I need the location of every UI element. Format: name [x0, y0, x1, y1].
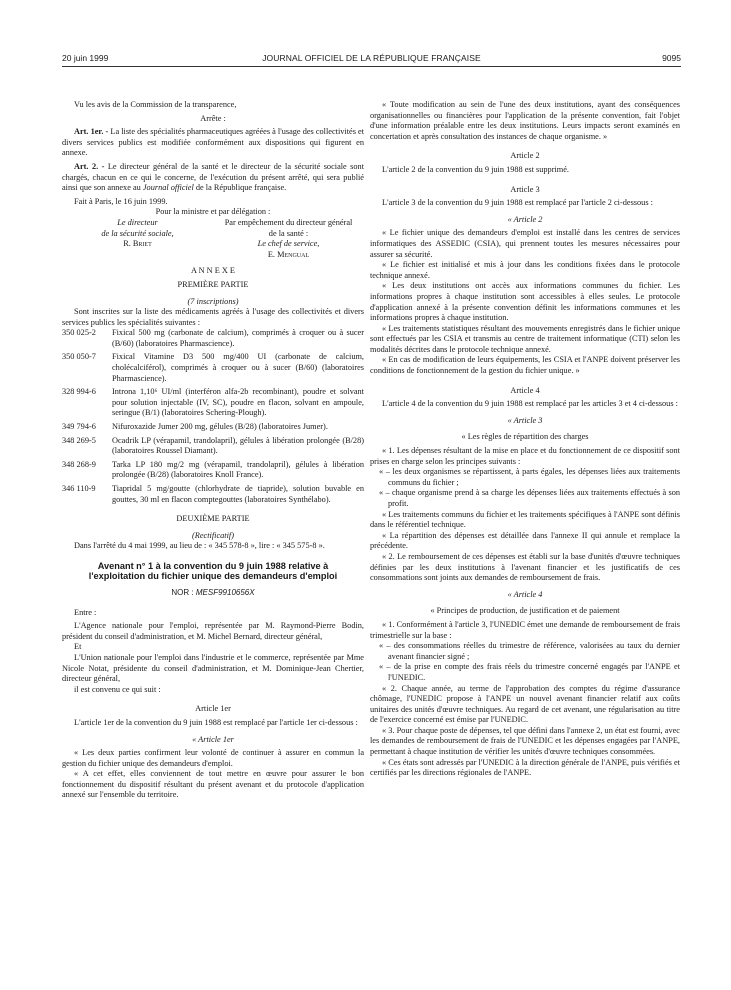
- page-header: [62, 53, 681, 65]
- journal-title: JOURNAL OFFICIEL DE LA RÉPUBLIQUE FRANÇAISE: [262, 53, 481, 63]
- nor-value: MESF9910656X: [195, 587, 255, 597]
- med-code: 348 269-5: [62, 435, 96, 445]
- sig-right-line-3: Le chef de service,: [257, 239, 320, 249]
- article-4-quote-3-heading: « Article 3: [507, 415, 543, 425]
- entre-line: Entre :: [74, 607, 97, 617]
- article-1er-para-2: « A cet effet, elles conviennent de tout mettre en œuvre pour assurer le bon fonctionnement du dispositif résultant du présent avenant et du protocole d'application annexé sur l'ensemble du territoire.: [62, 769, 364, 800]
- article-1er-quote-heading: « Article 1er: [192, 734, 234, 744]
- med-text: Ocadrik LP (vérapamil, trandolapril), gélules à libération prolongée (B/28) (laboratoires Roussel Diamant).: [112, 435, 364, 456]
- list-item: [62, 436, 364, 457]
- article-1-text: La liste des spécialités pharmaceutiques agréées à l'usage des collectivités et divers services publics est modifiée conformément aux dispositions qui figurent en annexe.: [62, 127, 365, 158]
- med-code: 346 110-9: [62, 484, 96, 493]
- convenu-line: il est convenu ce qui suit :: [74, 684, 161, 694]
- article-4-para-4: « 2. Le remboursement de ces dépenses est établi sur la base d'unités d'œuvre techniques définies par les deux institutions à l'avenant financier et les justificatifs de ces consommations sont joints aux demandes de remboursement de frais.: [370, 551, 680, 583]
- nor-label: NOR :: [171, 587, 194, 597]
- med-code: 328 994-6: [62, 387, 96, 397]
- article-3-body: L'article 3 de la convention du 9 juin 1988 est remplacé par l'article 2 ci-dessous :: [382, 198, 653, 208]
- page-number: 9095: [662, 53, 681, 63]
- article-1er-text: L'article 1er de la convention du 9 juin 1988 est remplacé par l'article 1er ci-dessous :: [74, 717, 358, 727]
- journal-officiel-ref: Journal officiel: [142, 183, 194, 193]
- med-text: Tiapridal 5 mg/goutte (chlorhydrate de tiapride), solution buvable en gouttes, 30 ml en flacon comptegouttes (laboratoires Synthélabo).: [112, 484, 364, 504]
- vu-paragraph: Vu les avis de la Commission de la transparence,: [74, 100, 237, 109]
- arrete-heading: Arrête :: [200, 113, 226, 123]
- left-column: [62, 100, 364, 801]
- article-1-paragraph: [62, 127, 364, 159]
- et-line: Et: [74, 642, 82, 652]
- header-rule: [62, 66, 681, 67]
- rectificatif-text: Dans l'arrêté du 4 mai 1999, au lieu de : « 345 578-8 », lire : « 345 575-8 ».: [74, 541, 325, 551]
- regles-heading: « Les règles de répartition des charges: [461, 432, 589, 442]
- article-3-para-3: « Les deux institutions ont accès aux informations communes du fichier. Les informations propres à chaque institution sont accessibles à elles seules. Le protocole d'application annexé à la présente convention définit les informations communes et les informations propres à chaque institution.: [370, 281, 680, 323]
- article-4-quote-4-heading: « Article 4: [507, 589, 543, 599]
- list-item: [62, 484, 364, 505]
- annexe-heading: A N N E X E: [190, 266, 236, 276]
- article-2-body: L'article 2 de la convention du 9 juin 1988 est supprimé.: [382, 164, 569, 174]
- list-item: « – de la prise en compte des frais réels du trimestre concerné engagés par l'ANPE et l'UNEDIC.: [379, 662, 680, 682]
- med-code: 350 050-7: [62, 352, 96, 362]
- partie-2-heading: DEUXIÈME PARTIE: [176, 514, 250, 524]
- unedic-paragraph: L'Union nationale pour l'emploi dans l'industrie et le commerce, représentée par Mme Nicole Notat, présidente du conseil d'administration, et M. Dominique-Jean Chertier, directeur général,: [62, 652, 364, 684]
- agence-paragraph: L'Agence nationale pour l'emploi, représentée par M. Raymond-Pierre Bodin, président du conseil d'administration, et M. Michel Bernard, directeur général,: [62, 621, 364, 641]
- article-4-body: L'article 4 de la convention du 9 juin 1988 est remplacé par les articles 3 et 4 ci-dessous :: [382, 399, 678, 409]
- article-2-heading: Article 2: [510, 151, 540, 161]
- med-text: Fixical 500 mg (carbonate de calcium), comprimés à croquer ou à sucer (B/60) (laboratoires Pharmascience).: [112, 328, 364, 348]
- meds-intro: Sont inscrites sur la liste des médicaments agréés à l'usage des collectivités et divers services publics les spécialités suivantes :: [62, 307, 364, 327]
- article-3-quote-heading: « Article 2: [507, 214, 543, 224]
- sig-left-name: R. Briet: [123, 239, 152, 249]
- rectificatif-heading: (Rectificatif): [192, 530, 234, 540]
- avenant-title: Avenant n° 1 à la convention du 9 juin 1988 relative à l'exploitation du fichier unique des demandeurs d'emploi: [88, 560, 338, 582]
- list-item: « – chaque organisme prend à sa charge les dépenses liées aux traitements effectués à son profit.: [379, 488, 680, 508]
- article-3-para-1: « Le fichier unique des demandeurs d'emploi est installé dans les centres de services informatiques des ASSEDIC (CSIA), qui prennent toutes les mesures nécessaires pour assurer sa sécurité.: [370, 228, 680, 259]
- article-3-para-4: « Les traitements statistiques résultant des mouvements enregistrés dans le fichier unique sont effectués par les CSIA et transmis au centre de traitement informatique (CTI) selon les modalités décrites dans le protocole technique annexé.: [370, 323, 680, 354]
- article-2-paragraph: [62, 162, 364, 194]
- list-item: « – des consommations réelles du trimestre de référence, valorisées au taux du dernier avenant financier signé ;: [379, 641, 680, 661]
- sig-left-line-2: de la sécurité sociale,: [101, 228, 174, 238]
- article-2-label: Art. 2. -: [74, 161, 105, 171]
- med-code: 348 268-9: [62, 459, 96, 469]
- modification-paragraph: « Toute modification au sein de l'une des deux institutions, ayant des conséquences organisationnelles ou financières pour l'application de la présente convention, fait l'objet d'une information préalable entre les deux institutions. Leurs impacts seront examinés en concertation et après consultation des instances de chaque organisme. »: [370, 100, 680, 141]
- medication-list: [62, 328, 364, 505]
- article-4-heading: Article 4: [510, 385, 540, 395]
- header-date: 20 juin 1999: [62, 53, 109, 63]
- article-4-para-2: « Les traitements communs du fichier et les traitements spécifiques à l'ANPE sont définis dans le référentiel technique.: [370, 509, 680, 530]
- article-2-text: Le directeur général de la santé et le directeur de la sécurité sociale sont chargés, chacun en ce qui le concerne, de l'exécution du présent arrêté, qui sera publié ainsi que son annexe au: [62, 161, 365, 193]
- sig-left-line-1: Le directeur: [117, 217, 158, 227]
- list-item: [62, 387, 364, 419]
- signature-right: [213, 218, 364, 260]
- article-1-label: Art. 1er. -: [74, 127, 109, 137]
- sig-right-line-1: Par empêchement du directeur général: [224, 217, 353, 227]
- list-item: [62, 328, 364, 349]
- partie-1-heading: PREMIÈRE PARTIE: [177, 279, 249, 289]
- article-2-end: de la République française.: [195, 183, 287, 193]
- article-4-para-6: « 2. Chaque année, au terme de l'approbation des comptes du régime d'assurance chômage, l'UNEDIC propose à l'ANPE un nouvel avenant financier relatif aux coûts unitaires des unités d'œuvre techniques. Au regard de cet avenant, une régularisation au titre de l'exercice concerné est émise par l'UNEDIC.: [370, 683, 680, 725]
- med-text: Nifuroxazide Jumer 200 mg, gélules (B/28) (laboratoires Jumer).: [112, 422, 328, 432]
- article-3-para-2: « Le fichier est initialisé et mis à jour dans les conditions fixées dans le protocole technique annexé.: [370, 260, 680, 280]
- med-code: 349 794-6: [62, 422, 96, 432]
- sig-right-line-2: de la santé :: [268, 228, 309, 238]
- med-text: Fixical Vitamine D3 500 mg/400 UI (carbonate de calcium, cholécalciférol), comprimés à croquer ou à sucer (B/60) (laboratoires Pharmascience).: [112, 352, 364, 383]
- nor-reference: [62, 588, 364, 599]
- article-4-para-3: « La répartition des dépenses est détaillée dans l'annexe II qui annule et remplace la précédente.: [370, 530, 680, 551]
- article-4-para-1: « 1. Les dépenses résultant de la mise en place et du fonctionnement de ce dispositif sont prises en charge selon les principes suivants :: [370, 446, 680, 466]
- article-1er-para-1: « Les deux parties confirment leur volonté de continuer à assurer en commun la gestion du fichier unique des demandeurs d'emploi.: [62, 748, 364, 768]
- med-code: 350 025-2: [62, 328, 96, 338]
- list-item: [62, 352, 364, 384]
- list-item: « – les deux organismes se répartissent, à parts égales, les dépenses liées aux traitements communs du fichier ;: [379, 467, 680, 487]
- delegation-line: Pour la ministre et par délégation :: [155, 207, 271, 217]
- right-column: [370, 100, 680, 779]
- fait-a-paris: Fait à Paris, le 16 juin 1999.: [74, 196, 168, 206]
- article-3-heading: Article 3: [510, 184, 540, 194]
- signature-left: [62, 218, 213, 260]
- med-text: Introna 1,10⁶ UI/ml (interféron alfa-2b recombinant), poudre et solvant pour solution injectable (IV, SC), poudre en flacon, solvant en ampoule, seringue (B/1) (laboratoires Schering-Plough).: [112, 387, 364, 418]
- article-4-para-5: « 1. Conformément à l'article 3, l'UNEDIC émet une demande de remboursement de frais trimestrielle sur la base :: [370, 619, 680, 640]
- article-1er-heading: Article 1er: [195, 704, 231, 714]
- list-item: [62, 460, 364, 481]
- inscriptions-count: (7 inscriptions): [187, 296, 239, 306]
- article-4-para-7: « 3. Pour chaque poste de dépenses, tel que défini dans l'annexe 2, un état est fourni, avec les demandes de remboursement de frais de l'UNEDIC et les dépenses engagées par l'ANPE, permettant à chaque institution de vérifier les unités d'œuvre techniques consommées.: [370, 725, 680, 757]
- med-text: Tarka LP 180 mg/2 mg (vérapamil, trandolapril), gélules à libération prolongée (B/28) (laboratoires Knoll France).: [112, 459, 364, 480]
- signature-block: [62, 218, 364, 260]
- list-item: [62, 422, 364, 433]
- principes-heading: « Principes de production, de justification et de paiement: [430, 606, 620, 616]
- article-4-para-8: « Ces états sont adressés par l'UNEDIC à la direction générale de l'ANPE, puis vérifiés et certifiés par les directions régionales de l'ANPE.: [370, 757, 680, 778]
- sig-right-name: E. Mengual: [267, 249, 310, 259]
- article-3-para-5: « En cas de modification de leurs équipements, les CSIA et l'ANPE doivent préserver les conditions de fonctionnement de la gestion du fichier unique. »: [370, 355, 680, 376]
